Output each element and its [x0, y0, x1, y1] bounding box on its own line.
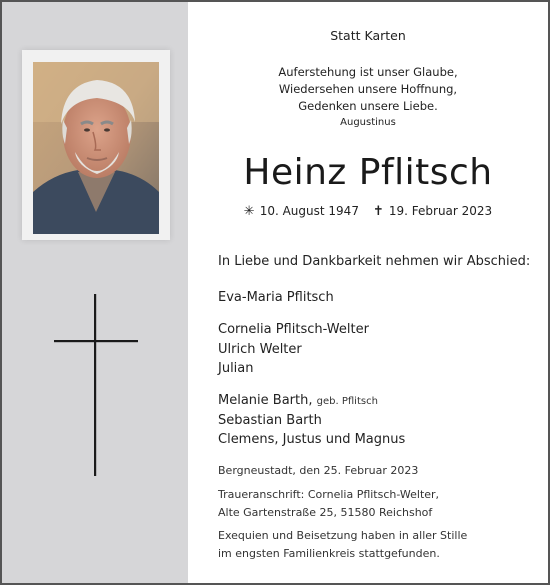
mourner-name: Cornelia Pflitsch-Welter	[218, 322, 369, 337]
statt-karten-label: Statt Karten	[330, 28, 406, 43]
large-cross-icon	[54, 294, 138, 476]
address-line: Traueranschrift: Cornelia Pflitsch-Welter,	[218, 488, 440, 501]
portrait-photo	[33, 62, 159, 234]
verse-line: Wiedersehen unsere Hoffnung,	[278, 82, 458, 96]
star-icon: ✳	[243, 204, 255, 219]
portrait-frame	[22, 50, 170, 240]
verse-line: Gedenken unsere Liebe.	[298, 99, 438, 113]
place-date: Bergneustadt, den 25. Februar 2023	[218, 464, 419, 477]
death-date: 19. Februar 2023	[388, 204, 493, 218]
verse-line: Auferstehung ist unser Glaube,	[278, 65, 458, 79]
mourner-name: Melanie Barth,	[218, 393, 313, 408]
exequien-line: Exequien und Beisetzung haben in aller Stille	[218, 529, 468, 542]
mourner-name: Clemens, Justus und Magnus	[218, 432, 406, 447]
mourner-name: Ulrich Welter	[218, 342, 302, 357]
mourner-name: Sebastian Barth	[218, 413, 322, 428]
mourner-entry	[218, 393, 378, 408]
verse	[188, 64, 548, 115]
cross-icon: ✝	[372, 204, 384, 219]
life-dates	[188, 204, 548, 219]
left-panel	[2, 2, 188, 583]
address-line: Alte Gartenstraße 25, 51580 Reichshof	[218, 506, 433, 519]
mourner-name: Julian	[218, 361, 254, 376]
text-panel	[188, 2, 548, 583]
deceased-name: Heinz Pflitsch	[243, 152, 493, 193]
verse-author: Augustinus	[340, 117, 396, 128]
exequien-line: im engsten Familienkreis stattgefunden.	[218, 547, 440, 560]
maiden-name-note: geb. Pflitsch	[316, 396, 378, 407]
mourner-name: Eva-Maria Pflitsch	[218, 290, 334, 305]
birth-date: 10. August 1947	[259, 204, 359, 218]
farewell-intro: In Liebe und Dankbarkeit nehmen wir Abschied:	[218, 254, 531, 269]
